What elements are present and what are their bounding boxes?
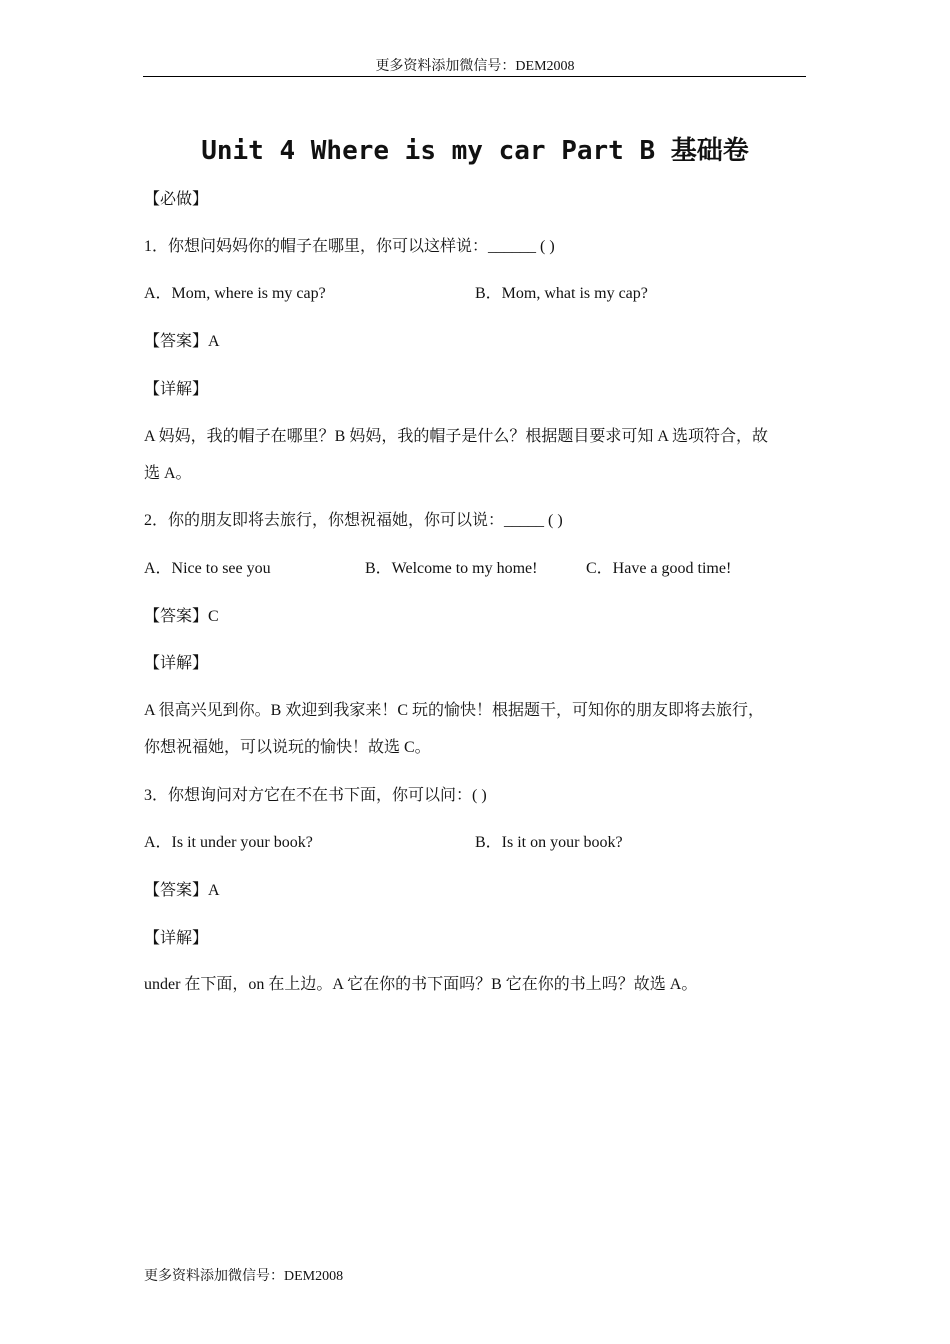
question-3-option-b: B．Is it on your book? (475, 834, 623, 851)
question-1-option-b: B．Mom, what is my cap? (475, 285, 648, 302)
question-1-detail-line-1: A 妈妈，我的帽子在哪里？B 妈妈，我的帽子是什么？根据题目要求可知 A 选项符合，故 (144, 428, 769, 445)
question-1-detail-label: 【详解】 (144, 381, 209, 398)
question-2-option-c: C．Have a good time! (586, 560, 732, 577)
question-1-option-a: A．Mom, where is my cap? (144, 285, 326, 302)
question-3-option-a: A．Is it under your book? (144, 834, 313, 851)
header-divider (143, 76, 806, 77)
question-2-option-a: A．Nice to see you (144, 560, 271, 577)
question-2-option-b: B．Welcome to my home! (365, 560, 538, 577)
question-1-answer: 【答案】A (144, 333, 220, 350)
question-3-stem: 3．你想询问对方它在不在书下面，你可以问：( ) (144, 787, 487, 804)
question-2-stem: 2．你的朋友即将去旅行，你想祝福她，你可以说：_____ ( ) (144, 512, 563, 529)
question-1-stem: 1．你想问妈妈你的帽子在哪里，你可以这样说：______ ( ) (144, 238, 555, 255)
question-3-detail-line-1: under 在下面，on 在上边。A 它在你的书下面吗？B 它在你的书上吗？故选 A。 (144, 976, 698, 993)
page-footer: 更多资料添加微信号：DEM2008 (144, 1269, 344, 1284)
question-3-detail-label: 【详解】 (144, 930, 209, 947)
question-3-answer: 【答案】A (144, 882, 220, 899)
question-2-answer: 【答案】C (144, 608, 219, 625)
question-2-detail-line-2: 你想祝福她，可以说玩的愉快！故选 C。 (144, 739, 431, 756)
question-2-detail-label: 【详解】 (144, 655, 209, 672)
section-label: 【必做】 (144, 191, 209, 208)
question-2-detail-line-1: A 很高兴见到你。B 欢迎到我家来！C 玩的愉快！根据题干，可知你的朋友即将去旅行， (144, 702, 765, 719)
question-1-detail-line-2: 选 A。 (144, 465, 192, 482)
page-header: 更多资料添加微信号：DEM2008 (375, 59, 575, 74)
document-title: Unit 4 Where is my car Part B 基础卷 (201, 136, 749, 166)
